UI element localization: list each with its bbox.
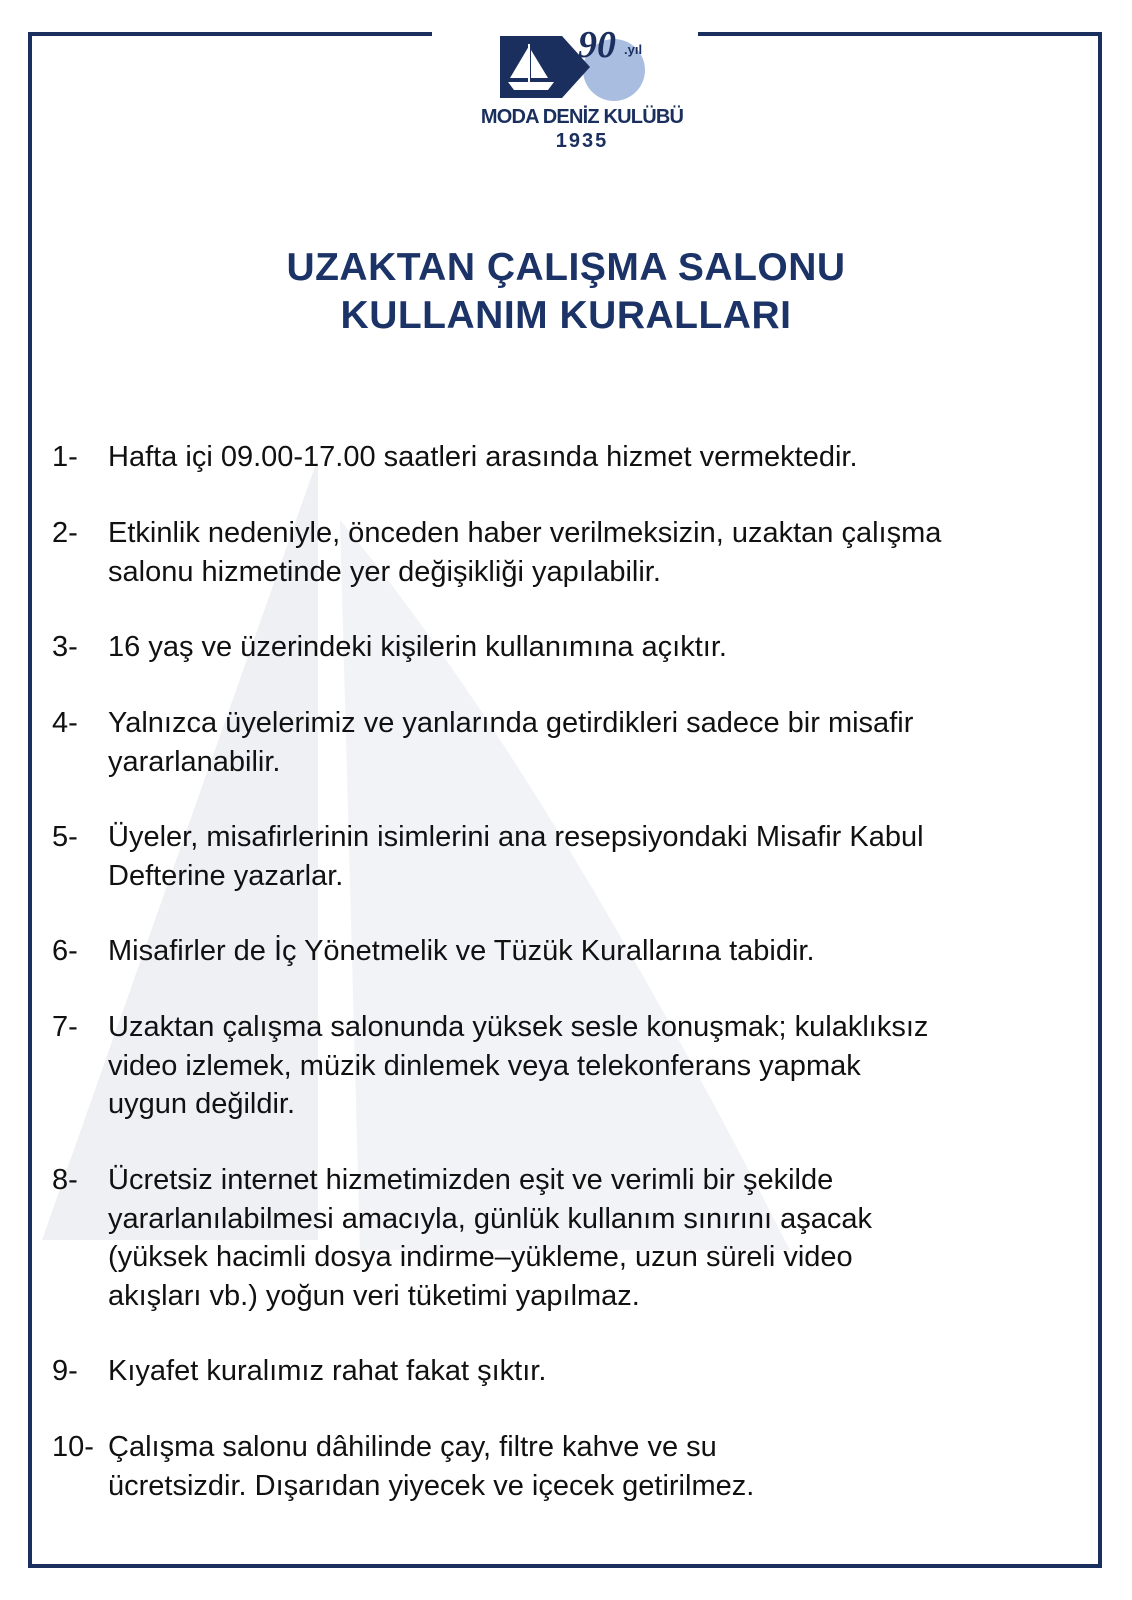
rule-number: 5- — [52, 821, 78, 853]
rule-text: Üyeler, misafirlerinin isimlerini ana resepsiyondaki Misafir Kabul Defterine yazarlar. — [108, 821, 924, 892]
rule-item — [52, 438, 1092, 477]
rule-item — [52, 628, 1092, 667]
rule-number: 7- — [52, 1011, 78, 1043]
rule-text: 16 yaş ve üzerindeki kişilerin kullanımına açıktır. — [108, 631, 727, 663]
rule-text: Hafta içi 09.00-17.00 saatleri arasında hizmet vermektedir. — [108, 441, 858, 473]
rule-number: 3- — [52, 631, 78, 663]
rule-text: Uzaktan çalışma salonunda yüksek sesle konuşmak; kulaklıksız video izlemek, müzik dinlemek veya telekonferans yapmak uygun değildir. — [108, 1011, 929, 1120]
rule-number: 9- — [52, 1355, 78, 1387]
rule-number: 6- — [52, 935, 78, 967]
rule-item — [52, 1352, 1092, 1391]
rule-item — [52, 1161, 1092, 1315]
title-line-1: UZAKTAN ÇALIŞMA SALONU — [286, 246, 846, 289]
rule-text: Ücretsiz internet hizmetimizden eşit ve verimli bir şekilde yararlanılabilmesi amacıyla, günlük kullanım sınırını aşacak (yüksek hacimli dosya indirme–yükleme, uzun süreli video akışları vb.) yoğun veri tüketimi yapılmaz. — [108, 1164, 872, 1312]
rule-item — [52, 1428, 1092, 1505]
rule-text: Yalnızca üyelerimiz ve yanlarında getirdikleri sadece bir misafir yararlanabilir. — [108, 707, 914, 778]
title-line-2: KULLANIM KURALLARI — [340, 294, 792, 337]
rule-number: 4- — [52, 707, 78, 739]
anniversary-number: 90 — [578, 30, 616, 66]
rule-item — [52, 514, 1092, 591]
rule-text: Kıyafet kuralımız rahat fakat şıktır. — [108, 1355, 547, 1387]
rule-number: 10- — [52, 1431, 94, 1463]
rule-item — [52, 1008, 1092, 1124]
rule-text: Çalışma salonu dâhilinde çay, filtre kahve ve su ücretsizdir. Dışarıdan yiyecek ve içecek getirilmez. — [108, 1431, 755, 1502]
club-name: MODA DENİZ KULÜBÜ — [480, 106, 684, 128]
rule-item — [52, 932, 1092, 971]
rule-item — [52, 704, 1092, 781]
rule-number: 1- — [52, 441, 78, 473]
rule-text: Misafirler de İç Yönetmelik ve Tüzük Kurallarına tabidir. — [108, 935, 815, 967]
rule-number: 2- — [52, 517, 78, 549]
founding-year: 1935 — [555, 130, 609, 152]
sailboat-emblem-icon — [462, 30, 702, 110]
rule-item — [52, 818, 1092, 895]
page-title — [0, 244, 1132, 340]
rule-text: Etkinlik nedeniyle, önceden haber verilmeksizin, uzaktan çalışma salonu hizmetinde yer değişikliği yapılabilir. — [108, 517, 942, 588]
club-logo — [462, 30, 702, 160]
anniversary-suffix: .yıl — [624, 42, 643, 57]
rule-number: 8- — [52, 1164, 78, 1196]
